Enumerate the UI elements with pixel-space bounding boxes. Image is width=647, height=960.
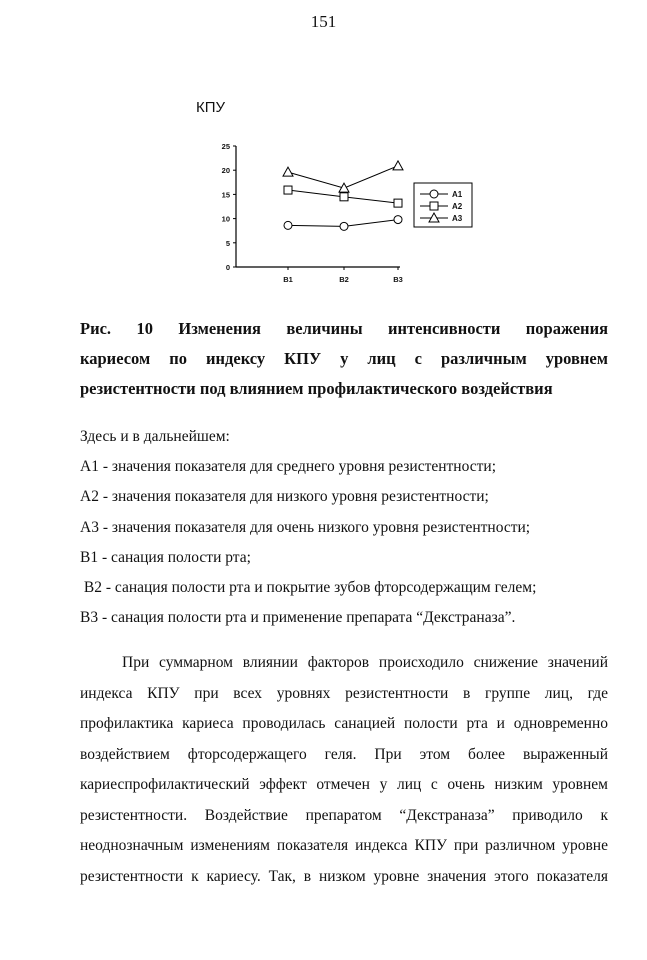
legend-marker-а2 <box>430 202 438 210</box>
body-line: кариеспрофилактический эффект отмечен у лиц с очень низким уровнем <box>80 776 608 793</box>
note-b2: В2 - санация полости рта и покрытие зубов фторсодержащим гелем; <box>80 579 537 597</box>
y-tick-label: 20 <box>221 166 230 176</box>
x-tick-label: В2 <box>339 275 349 284</box>
caption-line: Рис. 10 Изменения величины интенсивности поражения <box>80 319 608 338</box>
x-tick-label: В3 <box>393 275 403 284</box>
note-a2: А2 - значения показателя для низкого уровня резистентности; <box>80 488 489 506</box>
page-number: 151 <box>310 12 337 31</box>
series-group <box>283 161 403 231</box>
legend-label-а3: А3 <box>452 214 463 223</box>
y-ticks <box>222 142 236 272</box>
caption-line: резистентности под влиянием профилактического воздействия <box>80 379 553 398</box>
figure-caption <box>80 314 608 404</box>
y-axis-label: КПУ <box>196 99 226 116</box>
data-point-а2 <box>340 193 348 201</box>
note-a3: А3 - значения показателя для очень низкого уровня резистентности; <box>80 518 531 536</box>
y-tick-label: 0 <box>225 263 230 272</box>
data-point-а2 <box>394 199 402 207</box>
x-ticks <box>283 267 403 284</box>
body-line: При суммарном влиянии факторов происходило снижение значений <box>122 654 608 671</box>
notes-intro: Здесь и в дальнейшем: <box>80 428 230 445</box>
legend-marker-а1 <box>430 190 438 198</box>
legend-label-а2: А2 <box>452 202 463 211</box>
x-tick-label: В1 <box>283 275 293 284</box>
caption-line: кариесом по индексу КПУ у лиц с различным уровнем <box>80 349 608 368</box>
y-tick-label: 15 <box>221 190 230 200</box>
kpu-line-chart <box>180 92 500 297</box>
body-line: резистентности. Воздействие препаратом “Декстраназа” приводило к <box>80 806 608 824</box>
body-line: воздействием фторсодержащего геля. При этом более выраженный <box>80 745 608 763</box>
y-tick-label: 5 <box>225 238 230 248</box>
body-line: резистентности к кариесу. Так, в низком уровне значения этого показателя <box>80 867 608 885</box>
note-b1: В1 - санация полости рта; <box>80 548 251 566</box>
note-a1: А1 - значения показателя для среднего уровня резистентности; <box>80 458 496 476</box>
body-line: профилактика кариеса проводилась санацией полости рта и одновременно <box>80 715 608 732</box>
body-line: индекса КПУ при всех уровнях резистентности в группе лиц, где <box>80 684 608 702</box>
legend-label-а1: А1 <box>452 190 463 199</box>
body-line: неоднозначным изменениям показателя индекса КПУ при различном уровне <box>80 837 608 854</box>
data-point-а3 <box>393 161 403 170</box>
body-paragraph <box>80 648 608 892</box>
data-point-а3 <box>283 167 293 176</box>
note-b3: В3 - санация полости рта и применение препарата “Декстраназа”. <box>80 609 516 627</box>
data-point-а1 <box>284 221 292 229</box>
legend-box <box>414 183 472 227</box>
y-tick-label: 10 <box>221 214 230 224</box>
y-tick-label: 25 <box>221 142 230 151</box>
data-point-а1 <box>394 216 402 224</box>
data-point-а1 <box>340 222 348 230</box>
notes-block <box>80 422 620 633</box>
data-point-а2 <box>284 186 292 194</box>
